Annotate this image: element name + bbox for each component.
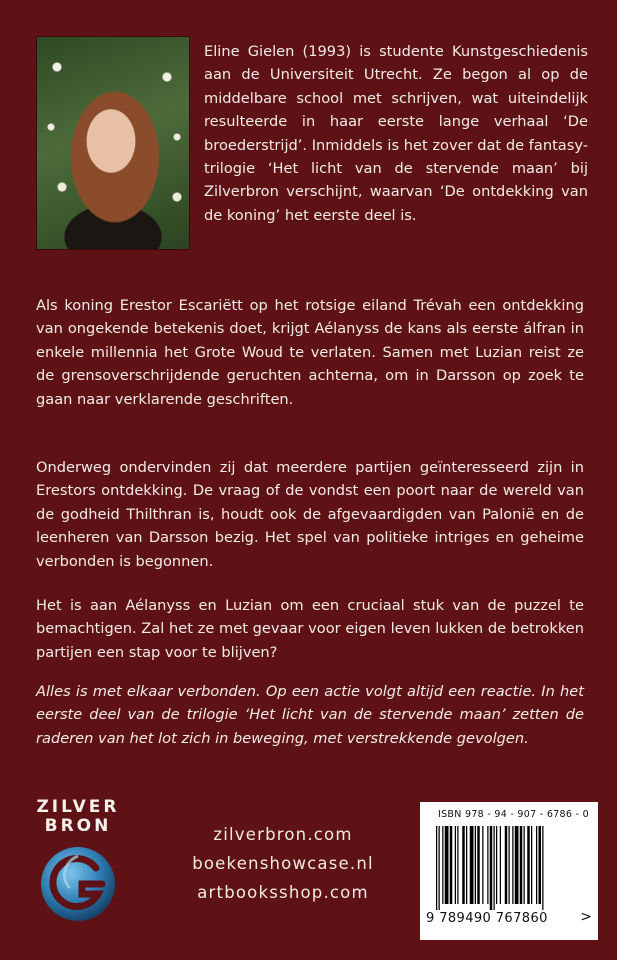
barcode-bar xyxy=(509,826,510,904)
barcode-bar xyxy=(457,826,458,904)
barcode-bar xyxy=(490,826,493,910)
barcode-bar xyxy=(470,826,474,904)
barcode-bar xyxy=(531,826,532,904)
barcode-bar xyxy=(527,826,530,904)
barcode-bar xyxy=(482,826,483,904)
barcode-bar xyxy=(466,826,467,904)
blurb-paragraph-3: Het is aan Aélanyss en Luzian om een cruciaal stuk van de puzzel te bemachtigen. Zal het ze met gevaar voor eigen leven lukken de betrokken partijen een stap voor te blijven? xyxy=(36,597,584,661)
barcode-bar xyxy=(536,826,537,904)
barcode-bar xyxy=(512,826,513,904)
link-boekenshowcase[interactable]: boekenshowcase.nl xyxy=(192,854,374,873)
isbn-barcode xyxy=(420,802,598,940)
barcode-bar xyxy=(445,826,449,904)
barcode-bar xyxy=(520,826,523,904)
barcode-bar xyxy=(505,826,508,904)
barcode-bar xyxy=(439,826,440,910)
barcode-bar xyxy=(500,826,501,904)
publisher-name-line2: BRON xyxy=(44,816,112,836)
barcode-bar xyxy=(462,826,465,904)
barcode-arrow: > xyxy=(580,909,592,925)
zilverbron-swirl-icon xyxy=(38,844,118,924)
barcode-bar xyxy=(436,826,437,910)
barcode-number: 9 789490 767860 xyxy=(426,911,548,926)
publisher-logo xyxy=(30,798,126,928)
barcode-bar xyxy=(450,826,453,904)
barcode-bar xyxy=(494,826,495,910)
isbn-label: ISBN 978 - 94 - 907 - 6786 - 0 xyxy=(438,809,589,820)
publisher-links xyxy=(168,820,398,907)
barcode-bar xyxy=(475,826,476,904)
blurb-tagline: Alles is met elkaar verbonden. Op een actie volgt altijd een reactie. In het eerste deel van de trilogie ‘Het licht van de stervende maan’ zetten de raderen van het lot zich in beweging, met verstrekkende gevolgen. xyxy=(36,683,584,747)
author-bio: Eline Gielen (1993) is studente Kunstgeschiedenis aan de Universiteit Utrecht. Ze begon al op de middelbare school met schrijven, wat uiteindelijk resulteerde in haar eerste lange verhaal ‘De broederstrijd’. Inmiddels is het zover dat de fantasy-trilogie ‘Het licht van de stervende maan’ bij Zilverbron verschijnt, waarvan ‘De ontdekking van de koning’ het eerste deel is. xyxy=(204,43,588,224)
barcode-bar xyxy=(487,826,488,904)
barcode-bar xyxy=(515,826,519,904)
barcode-bar xyxy=(477,826,480,904)
blurb-paragraph-1: Als koning Erestor Escariëtt op het rotsige eiland Trévah een ontdekking van ongekende betekenis doet, krijgt Aélanyss de kans als eerste álfran in enkele millennia het Grote Woud te verlaten. Samen met Luzian reist ze de grensoverschrijdende geruchten achterna, om in Darsson op zoek te gaan naar verklarende geschriften. xyxy=(36,297,584,408)
author-photo xyxy=(36,36,190,250)
barcode-bar xyxy=(455,826,456,904)
barcode-bar xyxy=(442,826,443,904)
barcode-bar xyxy=(542,826,543,910)
barcode-bar xyxy=(496,826,497,904)
link-zilverbron[interactable]: zilverbron.com xyxy=(213,825,353,844)
link-artbooksshop[interactable]: artbooksshop.com xyxy=(197,883,369,902)
barcode-bars xyxy=(434,826,584,910)
barcode-bar xyxy=(539,826,542,904)
barcode-bar xyxy=(524,826,525,904)
blurb-paragraph-2: Onderweg ondervinden zij dat meerdere partijen geïnteresseerd zijn in Erestors ontdekking. De vraag of de vondst een poort naar de wereld van de godheid Thilthran is, houdt ook de afgevaardigden van Palonië en de leenheren van Darsson bezig. Het spel van politieke intriges en geheime verbonden is begonnen. xyxy=(36,459,584,570)
publisher-name-line1: ZILVER xyxy=(36,797,120,817)
